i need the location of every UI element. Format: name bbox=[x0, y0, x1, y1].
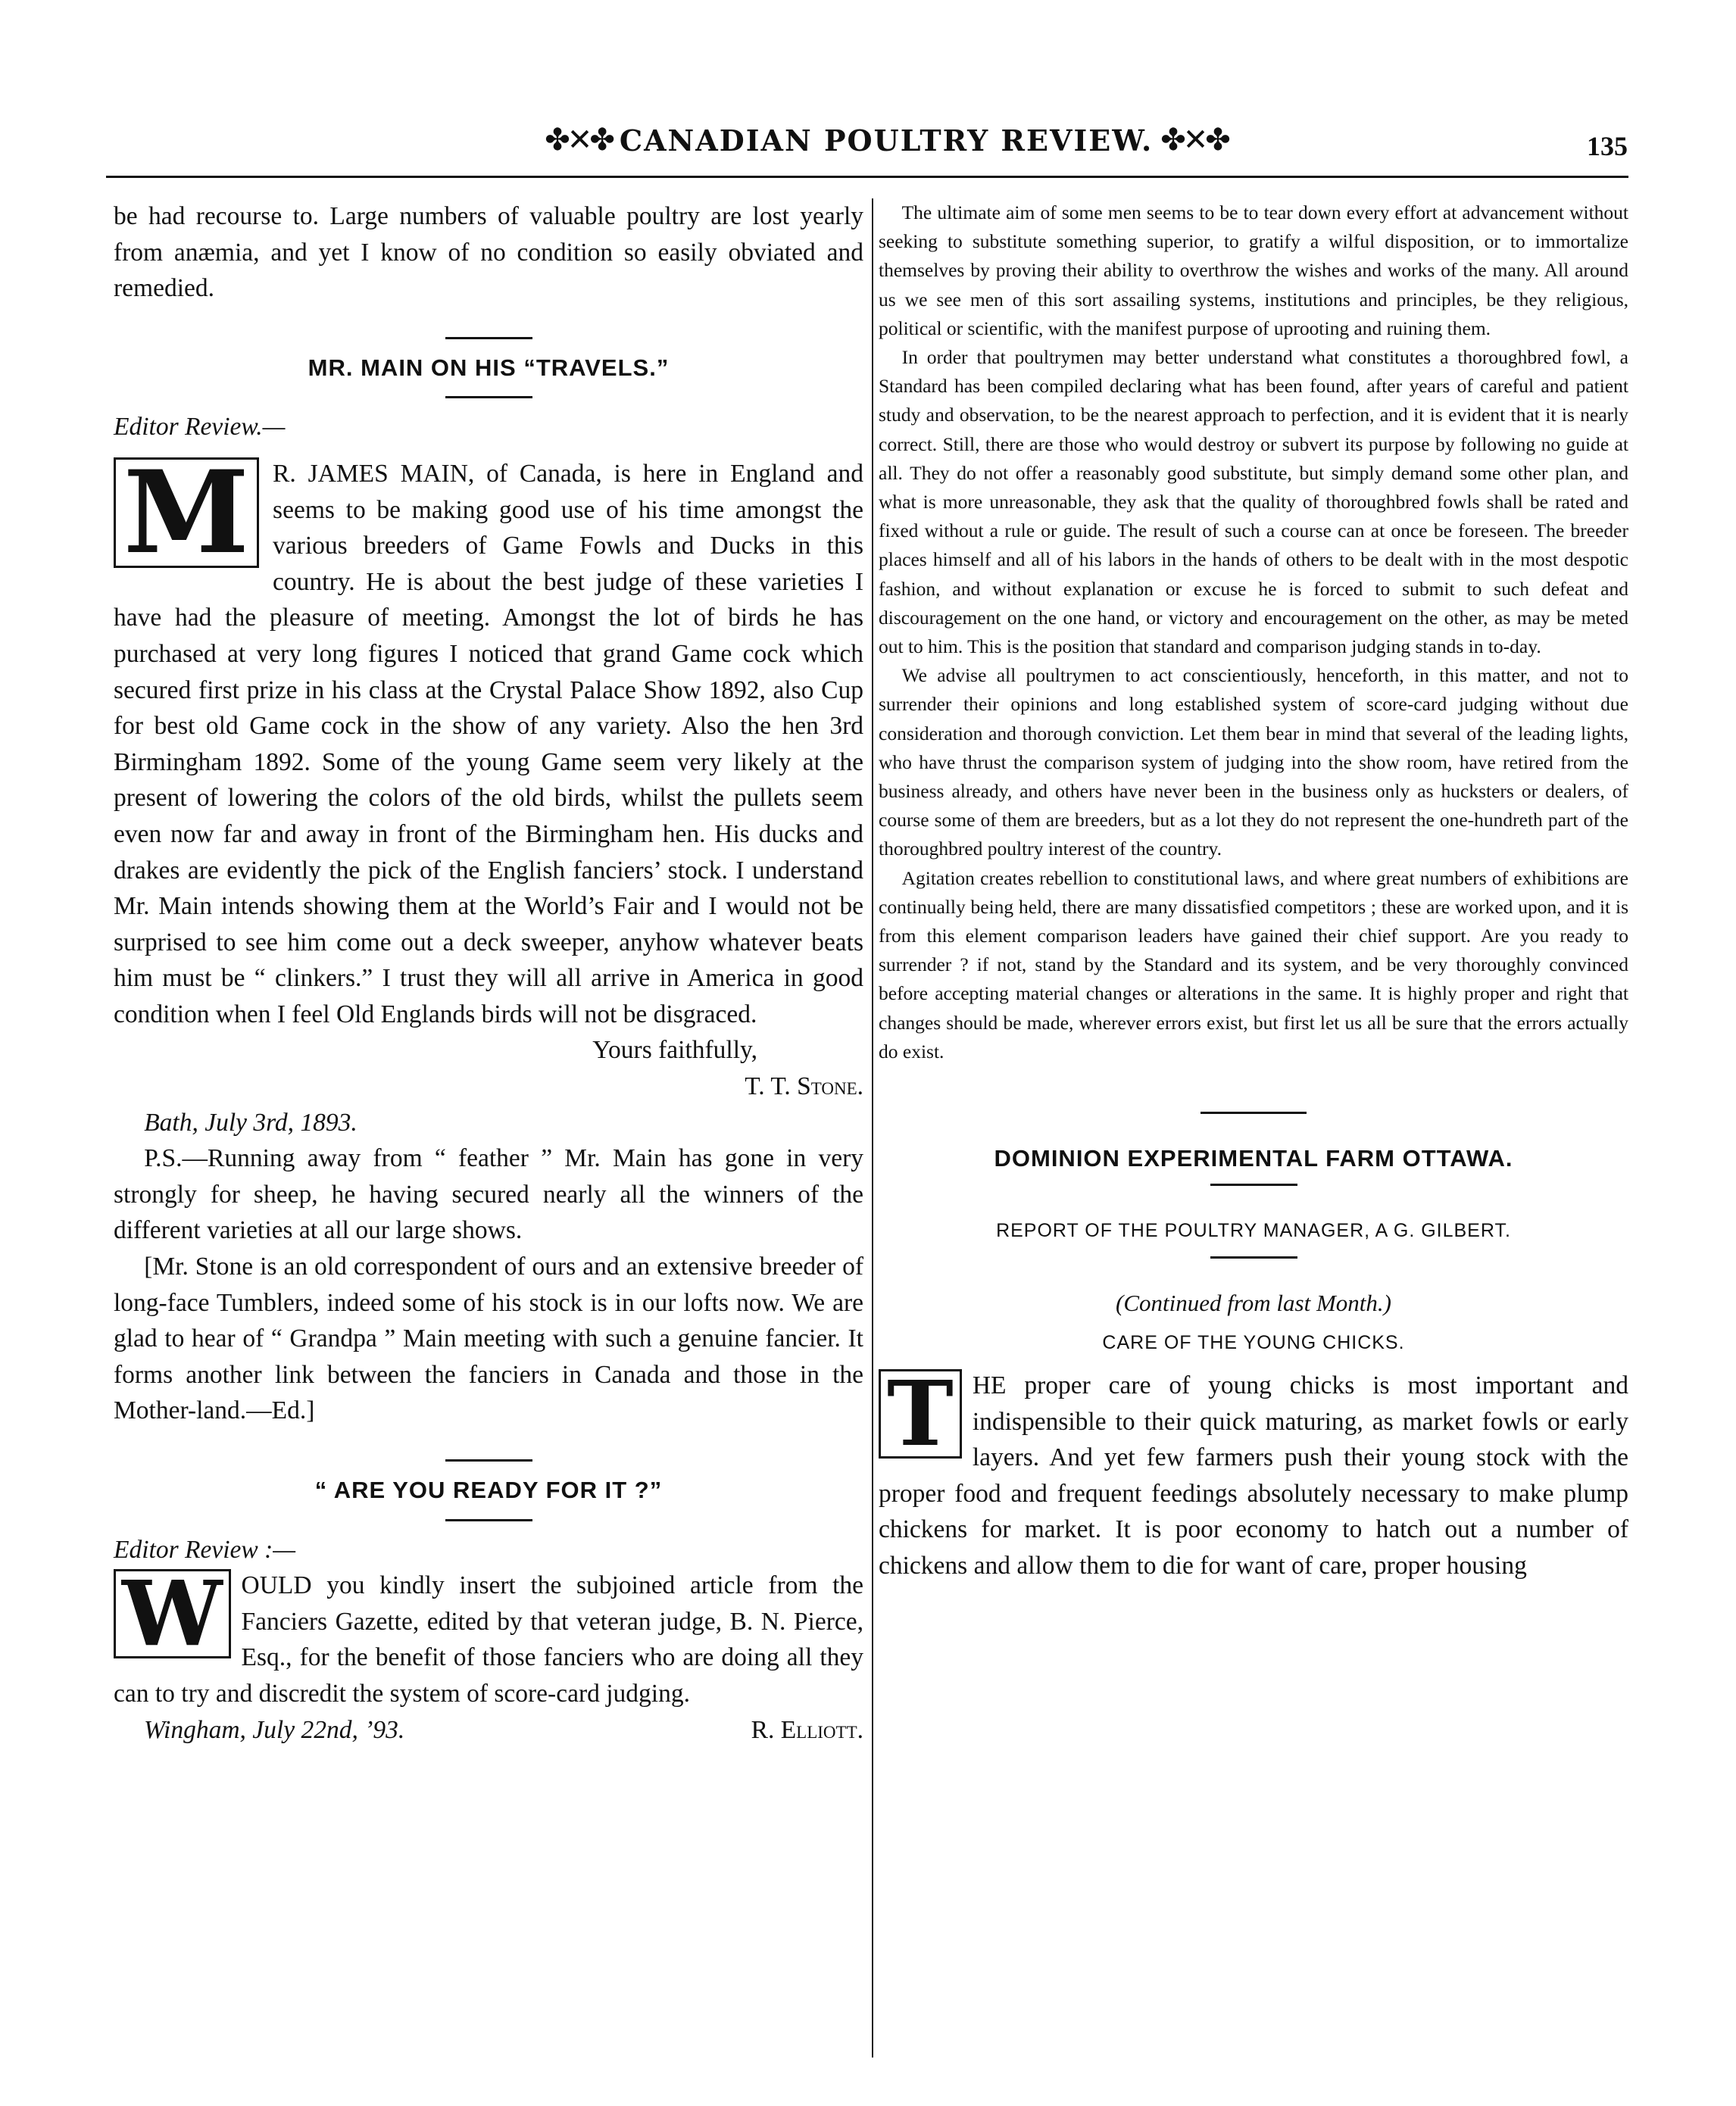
left-column bbox=[114, 198, 863, 1748]
article-heading-travels: MR. MAIN ON HIS “TRAVELS.” bbox=[308, 354, 670, 381]
column-divider bbox=[872, 198, 873, 2058]
paragraph-3: We advise all poultrymen to act conscientiously, henceforth, in this matter, and not to surrender their opinions and long established system of score-card judging without due consideration and thorough conviction. Let them bear in mind that several of the leading lights, who have thrust the comparison system of judging into the show room, have retired from the business already, and others have never been in the business only as hucksters or dealers, of course some of them are breeders, but as a lot they do not represent the one-hundreth part of the thoroughbred poultry interest of the country. bbox=[879, 664, 1628, 860]
article-body-ready bbox=[114, 1561, 863, 1711]
paragraph-4: Agitation creates rebellion to constitutional laws, and where great numbers of exhibitions are continually being held, there are many dissatisfied competitors ; these are worked upon, and it is from this element comparison leaders have gained their chief support. Are you ready to surrender ? if not, stand by the Standard and its system, and be very thoroughly convinced before accepting material changes or alterations in the same. It is highly proper and right that changes should be made, wherever errors exist, but first let us all be sure that the errors actually do exist. bbox=[879, 866, 1628, 1062]
continued-note: (Continued from last Month.) bbox=[1116, 1289, 1391, 1316]
dateline-wingham: Wingham, July 22nd, ’93. bbox=[144, 1715, 405, 1744]
postscript: P.S.—Running away from “ feather ” Mr. Main has gone in very strongly for sheep, he having secured nearly all the winners of the different varieties at all our large shows. bbox=[114, 1144, 863, 1245]
signature-elliott: R. Elliott. bbox=[751, 1715, 863, 1744]
section-title-chicks: CARE OF THE YOUNG CHICKS. bbox=[1102, 1331, 1405, 1353]
dropcap-w: W bbox=[114, 1569, 231, 1658]
article-heading-ready: “ ARE YOU READY FOR IT ?” bbox=[314, 1477, 663, 1503]
article-heading-farm: DOMINION EXPERIMENTAL FARM OTTAWA. bbox=[994, 1145, 1513, 1172]
ornament-left-icon: ✤✕✤ bbox=[545, 123, 612, 158]
dateline-row bbox=[114, 1712, 863, 1749]
closing: Yours faithfully, bbox=[592, 1036, 757, 1065]
dropcap-m: M bbox=[114, 457, 259, 568]
opening-paragraph: be had recourse to. Large numbers of valuable poultry are lost yearly from anæmia, and yet I know of no condition so easily obviated and remedied. bbox=[114, 202, 863, 303]
dropcap-t: T bbox=[879, 1369, 962, 1459]
signature-stone: T. T. Stone. bbox=[745, 1072, 863, 1101]
travels-text: R. JAMES MAIN, of Canada, is here in England and seems to be making good use of his time amongst the various breeders of Game Fowls and Ducks in this country. He is about the best judge of these varieties I have had the pleasure of meeting. Amongst the lot of birds he has purchased at very long figures I noticed that grand Game cock which secured first prize in his class at the Crystal Palace Show 1892, also Cup for best old Game cock in the show of any variety. Also the hen 3rd Birmingham 1892. Some of the young Game seem very likely at the present of lowering the colors of the old birds, whilst the pullets seem even now far and away in front of the Birmingham hen. His ducks and drakes are evidently the pick of the English fanciers’ stock. I understand Mr. Main intends showing them at the World’s Fair and I would not be surprised to see him come out a deck sweeper, anyhow whatever beats him must be “ clinkers.” I trust they will all arrive in America in good condition when I feel Old Englands birds will not be disgraced. bbox=[114, 459, 863, 1028]
paragraph-2: In order that poultrymen may better understand what constitutes a thoroughbred fowl, a Standard has been compiled declaring what has been found, after years of careful and patient study and observation, to be the nearest approach to perfection, and it is evident that it is nearly correct. Still, there are those who would destroy or subvert its purpose by following no guide at all. They do not offer a reasonably good substitute, but simply demand some other plan, and what is more unreasonable, they ask that the quality of thoroughbred fowls shall be rated and fixed without a rule or guide. The result of such a course can at once be foreseen. The breeder places himself and all of his labors in the hands of others to be dealt with in the most despotic fashion, and without explanation or excuse he is forced to submit to such defeat and discouragement on the one hand, or victory and encouragement on the other, as may be meted out to him. This is the position that standard and comparison judging stands in to-day. bbox=[879, 346, 1628, 658]
ornament-right-icon: ✤✕✤ bbox=[1160, 123, 1228, 158]
article-body-travels bbox=[114, 445, 863, 1033]
dateline-bath: Bath, July 3rd, 1893. bbox=[144, 1108, 358, 1137]
masthead bbox=[545, 114, 1228, 167]
salutation: Editor Review.— bbox=[114, 413, 286, 441]
article-body-chicks bbox=[879, 1360, 1628, 1584]
editor-note: [Mr. Stone is an old correspondent of ours and an extensive breeder of long-face Tumblers, indeed some of his stock is in our lofts now. We are glad to hear of “ Grandpa ” Main meeting with such a genuine fancier. It forms another link between the fanciers in Canada and those in the Mother-land.—Ed.] bbox=[114, 1253, 863, 1425]
salutation-2: Editor Review :— bbox=[114, 1535, 296, 1564]
report-subheading: REPORT OF THE POULTRY MANAGER, A G. GILBERT. bbox=[996, 1220, 1511, 1242]
chicks-text: HE proper care of young chicks is most important and indispensible to their quick maturing, as market fowls or early layers. And yet few farmers push their young stock with the proper food and frequent feedings absolutely necessary to make plump chickens for market. It is poor economy to hatch out a number of chickens and allow them to die for want of care, proper housing bbox=[879, 1371, 1628, 1580]
journal-title: CANADIAN POULTRY REVIEW. bbox=[619, 123, 1154, 158]
right-column bbox=[879, 198, 1628, 1583]
header-rule bbox=[106, 176, 1628, 178]
page-number: 135 bbox=[1587, 131, 1628, 161]
ready-text: OULD you kindly insert the subjoined article from the Fanciers Gazette, edited by that veteran judge, B. N. Pierce, Esq., for the benefit of those fanciers who are doing all they can to try and discredit the system of score-card judging. bbox=[114, 1571, 863, 1708]
paragraph-1: The ultimate aim of some men seems to be to tear down every effort at advancement without seeking to substitute something superior, to gratify a wilful disposition, or to immortalize themselves by proving their ability to overthrow the wishes and works of the many. All around us we see men of this sort assailing systems, institutions and principles, be they religious, political or scientific, with the manifest purpose of uprooting and ruining them. bbox=[879, 201, 1628, 339]
